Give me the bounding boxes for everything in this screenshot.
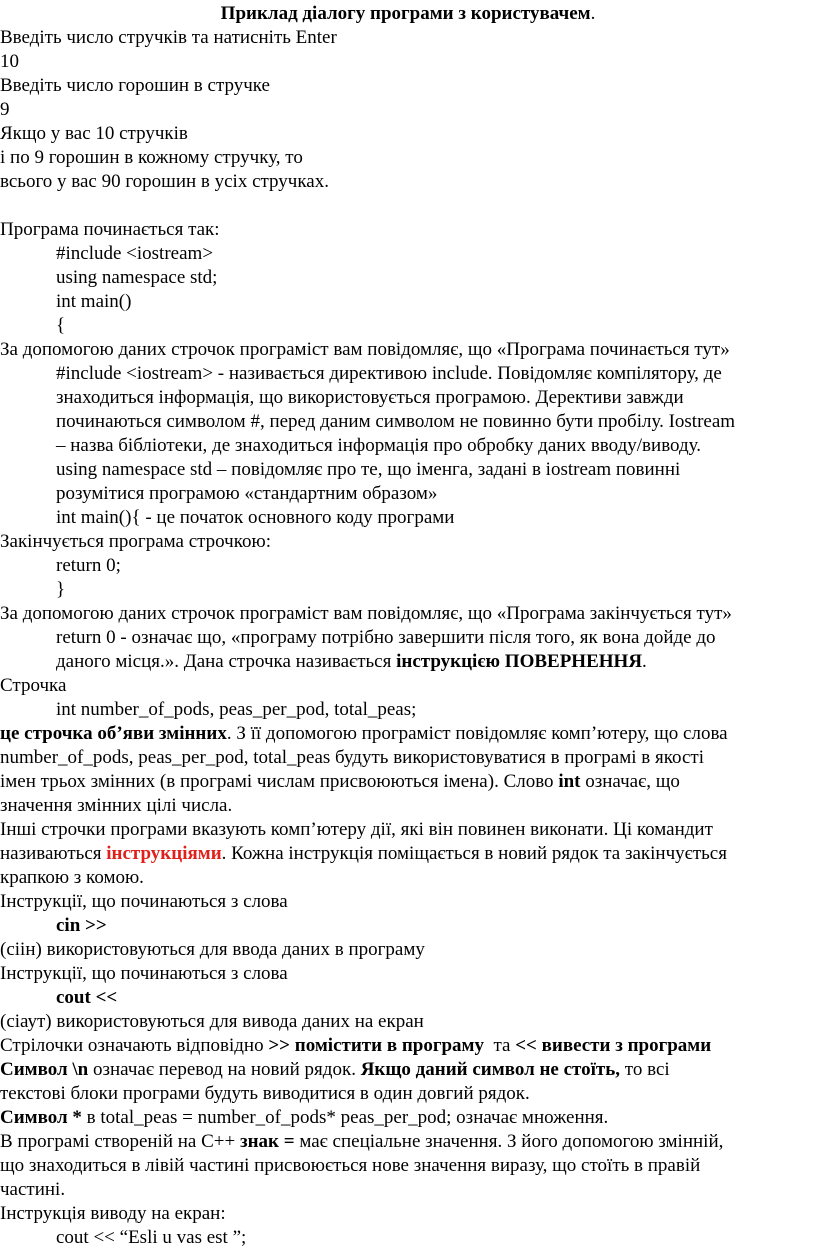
- include-text-line: #include <iostream> - називається директивою include. Повідомляє компілятору, де: [56, 363, 722, 384]
- include-text-line: розумітися програмою «стандартним образом»: [56, 483, 438, 504]
- arrows-text: Стрілочки означають відповідно: [0, 1035, 269, 1056]
- return-line: return 0 - означає що, «програму потрібно завершити після того, як вона дойде до: [56, 627, 716, 648]
- eq-line: частині.: [0, 1179, 66, 1200]
- return-bold: інструкцією ПОВЕРНЕННЯ: [396, 651, 643, 672]
- code-line: int main(): [56, 291, 132, 312]
- title-text: Приклад діалогу програми з користувачем: [220, 3, 591, 24]
- newline-line: [0, 1058, 670, 1082]
- include-text-line: using namespace std – повідомляє про те, що іменга, задані в iostream повинні: [56, 459, 681, 480]
- strochka-label: Строчка: [0, 675, 67, 696]
- instr-text: . Кожна інструкція поміщається в новий рядок та закінчується: [221, 843, 727, 864]
- program-ends-text: Закінчується програма строчкою:: [0, 531, 271, 552]
- eq-bold: знак =: [239, 1131, 295, 1152]
- code-line: #include <iostream>: [56, 243, 214, 264]
- newline-text: то всі: [620, 1059, 670, 1080]
- return-line: [56, 650, 647, 674]
- eq-text: має спеціальне значення. З його допомогою змінній,: [294, 1131, 724, 1152]
- code-line: {: [56, 315, 66, 336]
- code-line: }: [56, 579, 66, 600]
- newline-text: означає перевод на новий рядок.: [88, 1059, 361, 1080]
- instr-line: [0, 842, 727, 866]
- star-line: [0, 1106, 608, 1130]
- cout-bold: cout <<: [56, 987, 118, 1008]
- instr-text: називаються: [0, 843, 107, 864]
- arrows-line: [0, 1034, 711, 1058]
- instructions-red: інструкціями: [106, 843, 222, 864]
- eq-text: В програмі створеній на С++: [0, 1131, 240, 1152]
- dialog-line: Якщо у вас 10 стручків: [0, 123, 188, 144]
- instr-line: Інші строчки програми вказують комп’ютеру дії, які він повинен виконати. Ці командит: [0, 819, 713, 840]
- program-starts-text: Програма починається так:: [0, 219, 220, 240]
- code-line: using namespace std;: [56, 267, 218, 288]
- cin-code: [56, 914, 107, 938]
- output-code: cout << “Esli u vas est ”;: [56, 1227, 247, 1248]
- arrows-text: та: [483, 1035, 516, 1056]
- decl-bold: це строчка об’яви змінних: [0, 723, 227, 744]
- include-text-line: знаходиться інформація, що використовується програмою. Дерективи завжди: [56, 387, 684, 408]
- arrows-bold: >> помістити в програму: [268, 1035, 484, 1056]
- return-end: .: [642, 651, 647, 672]
- cin-bold: cin >>: [56, 915, 107, 936]
- eq-line: [0, 1130, 723, 1154]
- decl-text: означає, що: [580, 771, 680, 792]
- cin-intro: Інструкції, що починаються з слова: [0, 891, 288, 912]
- include-text-line: – назва бібліотеки, де знаходиться інформація про обробку даних вводу/виводу.: [56, 435, 701, 456]
- code-line: return 0;: [56, 555, 121, 576]
- include-text-line: починаються символом #, перед даним символом не повинно бути пробілу. Iostream: [56, 411, 736, 432]
- cout-intro: Інструкції, що починаються з слова: [0, 963, 288, 984]
- decl-line: [0, 770, 680, 794]
- newline-bold: Якщо даний символ не стоїть,: [360, 1059, 621, 1080]
- title-end: .: [590, 3, 596, 24]
- newline-bold: Символ \n: [0, 1059, 89, 1080]
- decl-text: імен трьох змінних (в програмі числам присвоюються імена). Слово: [0, 771, 559, 792]
- decl-rest: . З її допомогою програміст повідомляє комп’ютеру, що слова: [226, 723, 728, 744]
- output-intro: Інструкція виводу на екран:: [0, 1203, 226, 1224]
- dialog-line: 10: [0, 51, 19, 72]
- cout-explain: (сіаут) використовуються для вивода даних на екран: [0, 1011, 424, 1032]
- cout-code: [56, 986, 117, 1010]
- star-text: в total_peas = number_of_pods* peas_per_pod; означає множення.: [81, 1107, 609, 1128]
- eq-line: що знаходиться в лівій частині присвоюється нове значення виразу, що стоїть в правій: [0, 1155, 701, 1176]
- newline-line: текстові блоки програми будуть виводитися в один довгий рядок.: [0, 1083, 530, 1104]
- end-explain: За допомогою даних строчок програміст вам повідомляє, що «Програма закінчується тут»: [0, 603, 732, 624]
- star-bold: Символ *: [0, 1107, 82, 1128]
- dialog-line: Введіть число горошин в стручке: [0, 75, 270, 96]
- dialog-line: Введіть число стручків та натисніть Enter: [0, 27, 337, 48]
- arrows-bold: << вивести з програми: [515, 1035, 712, 1056]
- decl-line: [0, 722, 728, 746]
- decl-code: int number_of_pods, peas_per_pod, total_peas;: [56, 699, 417, 720]
- decl-line: number_of_pods, peas_per_pod, total_peas будуть використовуватися в програмі в якості: [0, 747, 705, 768]
- cin-explain: (сіін) використовуються для ввода даних в програму: [0, 939, 425, 960]
- include-text-line: int main(){ - це початок основного коду програми: [56, 507, 455, 528]
- instr-line: крапкою з комою.: [0, 867, 144, 888]
- dialog-line: всього у вас 90 горошин в усіх стручках.: [0, 171, 329, 192]
- dialog-line: і по 9 горошин в кожному стручку, то: [0, 147, 303, 168]
- start-explain: За допомогою даних строчок програміст вам повідомляє, що «Програма починається тут»: [0, 339, 730, 360]
- decl-line: значення змінних цілі числа.: [0, 795, 233, 816]
- return-text: даного місця.». Дана строчка називається: [56, 651, 397, 672]
- dialog-line: 9: [0, 99, 10, 120]
- int-bold: int: [558, 771, 581, 792]
- document-title: [0, 2, 816, 26]
